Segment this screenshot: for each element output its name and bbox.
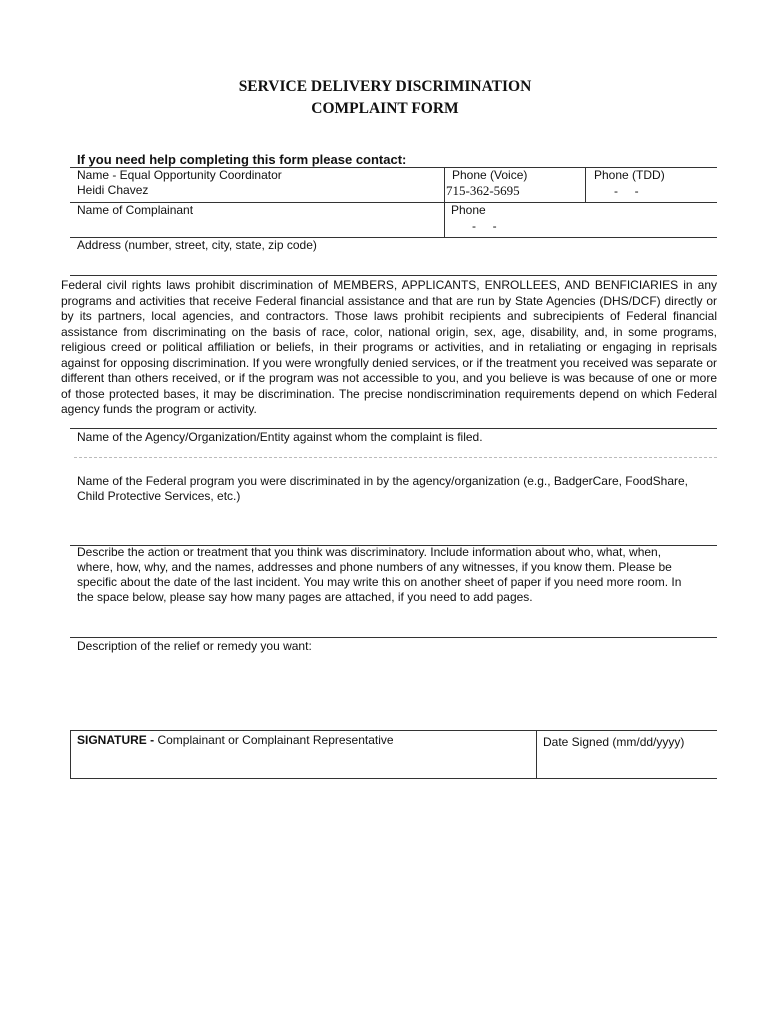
phone-voice-label: Phone (Voice) (452, 168, 528, 182)
coordinator-name-value[interactable]: Heidi Chavez (77, 183, 149, 197)
federal-program-label: Name of the Federal program you were discriminated in by the agency/organization (e.g., BadgerCare, FoodShare, Child Protective Services, etc.) (77, 474, 688, 503)
signature-left-border (70, 730, 71, 778)
complainant-phone-value[interactable]: - - (472, 219, 497, 233)
address-bottom-border (70, 275, 717, 276)
complainant-phone-label: Phone (451, 203, 486, 217)
signature-bottom-border (70, 778, 717, 779)
signature-label-bold: SIGNATURE - (77, 733, 158, 747)
contact-table-divider-2 (585, 167, 586, 202)
signature-top-border (70, 730, 717, 731)
address-label: Address (number, street, city, state, zip code) (77, 238, 317, 252)
phone-voice-value[interactable]: 715-362-5695 (446, 183, 520, 198)
form-title-line2: COMPLAINT FORM (311, 100, 459, 117)
civil-rights-notice: Federal civil rights laws prohibit discrimination of MEMBERS, APPLICANTS, ENROLLEES, AND BENFICIARIES in any programs and activities that receive Federal financial assistance and that are run by State Agencies (DHS/DCF) directly or by its partners, local agencies, and contractors. Those laws prohibit recipients and subrecipients of Federal financial assistance from discriminating on the basis of race, color, national origin, sex, age, disability, and, in some programs, religious creed or political affiliation or beliefs, in their programs or activities, and in retaliating or engaging in reprisals against for opposing discrimination. If you were wrongfully denied services, or if the treatment you received was separate or different than others received, or if the program was not accessible to you, and you believe is was because of one or more of those protected bases, it may be discrimination. The precise nondiscrimination requirements depend on which Federal agency funds the program or activity. (61, 278, 717, 416)
signature-label[interactable] (77, 733, 394, 748)
complainant-name-label: Name of Complainant (77, 203, 194, 217)
date-signed-label[interactable]: Date Signed (mm/dd/yyyy) (543, 735, 685, 749)
phone-tdd-value[interactable]: - - (614, 184, 639, 198)
form-title-line1: SERVICE DELIVERY DISCRIMINATION (238, 78, 532, 95)
agency-label: Name of the Agency/Organization/Entity against whom the complaint is filed. (77, 430, 483, 444)
relief-top-border (70, 637, 717, 638)
relief-label: Description of the relief or remedy you want: (77, 639, 312, 653)
relief-input-area[interactable] (72, 656, 716, 728)
phone-tdd-label: Phone (TDD) (594, 168, 665, 182)
coordinator-name-label: Name - Equal Opportunity Coordinator (77, 168, 282, 182)
signature-divider (536, 730, 537, 778)
help-heading: If you need help completing this form please contact: (77, 152, 407, 167)
agency-top-border (70, 428, 717, 429)
describe-label: Describe the action or treatment that you think was discriminatory. Include information about who, what, when, where, how, why, and the names, addresses and phone numbers of any witnesses, if you know them. Please be specific about the date of the last incident. You may write this on another sheet of paper if you need more room. In the space below, please say how many pages are attached, if you need to add pages. (77, 545, 682, 604)
agency-input-line[interactable] (74, 457, 717, 458)
signature-label-rest: Complainant or Complainant Representative (157, 733, 394, 747)
